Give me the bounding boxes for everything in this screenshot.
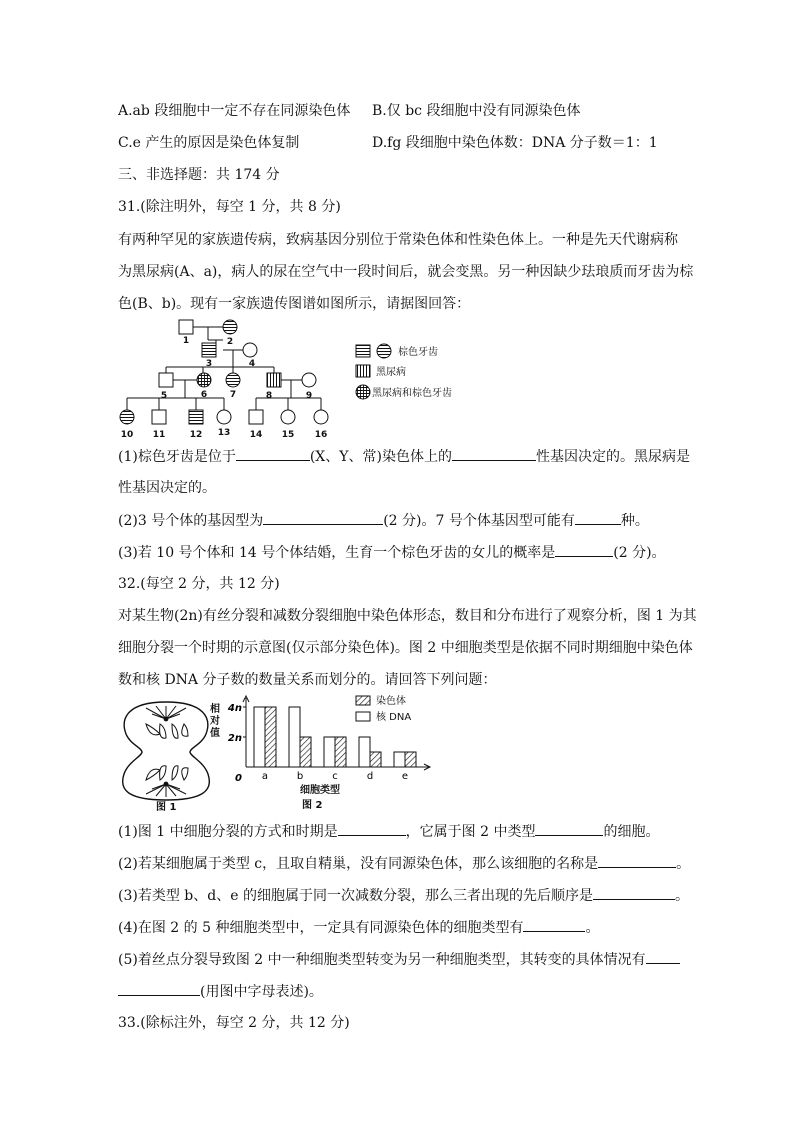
q31-sub2-text-b: (2 分)。7 号个体基因型可能有 [383, 513, 575, 529]
q32-sub1-text-c: 的细胞。 [603, 824, 660, 840]
q32-sub5-text-b: (用图中字母表述)。 [200, 984, 323, 1000]
q31-sub2-text-a: (2)3 号个体的基因型为 [118, 513, 264, 529]
pedigree-label-14: 14 [249, 430, 263, 440]
legend-black-label: 黑尿病 [376, 367, 406, 378]
answer-blank[interactable] [535, 821, 603, 836]
figure-1-caption: 图 1 [156, 802, 177, 812]
q31-sub1-text-c: 性基因决定的。黑尿病是 [535, 449, 690, 465]
answer-blank[interactable] [263, 510, 383, 525]
section-heading: 三、非选择题：共 174 分 [118, 167, 280, 183]
answer-blank[interactable] [598, 853, 676, 868]
pedigree-individual-1 [179, 320, 193, 334]
pedigree-label-11: 11 [152, 430, 166, 440]
x-tick-label-b: b [296, 771, 304, 782]
pedigree-label-6: 6 [200, 390, 208, 400]
q32-sub4 [118, 917, 599, 938]
bar-chromosome-c [335, 737, 346, 767]
pedigree-label-4: 4 [248, 359, 256, 369]
chart-xlabel: 细胞类型 [300, 785, 340, 796]
chart-ylabel-2: 对 [210, 716, 220, 727]
q32-sub3-text-a: (3)若类型 b、d、e 的细胞属于同一次减数分裂，那么三者出现的先后顺序是 [118, 888, 593, 904]
q32-sub4-text-b: 。 [585, 920, 600, 936]
pedigree-individual-15 [281, 410, 295, 424]
legend-brown-label: 棕色牙齿 [398, 347, 438, 358]
bar-chromosome-e [405, 752, 416, 767]
q31-sub3-text-b: (2 分)。 [613, 545, 666, 561]
q31-intro-1: 有两种罕见的家族遗传病，致病基因分别位于常染色体和性染色体上。一种是先天代谢病称 [118, 232, 678, 248]
x-tick-label-c: c [332, 771, 338, 782]
pedigree-individual-12 [189, 410, 203, 424]
legend-both-circle [356, 385, 370, 399]
q32-sub5-text-a: (5)着丝点分裂导致图 2 中一种细胞类型转变为另一种细胞类型，其转变的具体情况有 [118, 952, 646, 968]
pedigree-individual-14 [249, 410, 263, 424]
q31-intro-2: 为黑尿病(A、a)，病人的尿在空气中一段时间后，就会变黑。另一种因缺少珐琅质而牙齿为棕 [118, 264, 694, 280]
q31-sub2 [118, 510, 649, 531]
q32-intro-3: 数和核 DNA 分子数的数量关系而划分的。请回答下列问题： [118, 672, 497, 688]
q32-sub5-cont [118, 981, 323, 1002]
q32-sub1-text-b: ，它属于图 2 中类型 [405, 824, 536, 840]
q33-header: 33.(除标注外，每空 2 分，共 12 分) [118, 1015, 350, 1031]
q31-sub2-text-c: 种。 [620, 513, 649, 529]
answer-blank[interactable] [555, 542, 613, 557]
q32-sub4-text-a: (4)在图 2 的 5 种细胞类型中，一定具有同源染色体的细胞类型有 [118, 920, 524, 936]
answer-blank[interactable] [523, 917, 585, 932]
q32-sub3-text-b: 。 [674, 888, 689, 904]
figure-1-cell [116, 694, 216, 812]
y-tick-label: 4n [227, 703, 242, 714]
q31-intro-3: 色(B、b)。现有一家族遗传图谱如图所示，请据图回答： [118, 296, 471, 312]
legend-chromosome-label: 染色体 [376, 696, 406, 707]
legend-brown-square [356, 345, 370, 357]
q31-sub1-text-b: (X、Y、常)染色体上的 [309, 449, 452, 465]
pedigree-label-13: 13 [217, 428, 231, 438]
legend-black-square [356, 365, 370, 377]
pedigree-individual-13 [217, 410, 231, 424]
option-c: C.e 产生的原因是染色体复制 [118, 135, 300, 151]
q32-sub2-text-b: 。 [676, 856, 691, 872]
q32-intro-1: 对某生物(2n)有丝分裂和减数分裂细胞中染色体形态，数目和分布进行了观察分析，图 1 为其 [118, 608, 697, 624]
bar-chromosome-d [370, 752, 381, 767]
bar-dna-a [254, 707, 265, 767]
q32-sub1 [118, 821, 659, 842]
legend-chromosome-swatch [356, 696, 370, 705]
pedigree-label-1: 1 [182, 336, 190, 346]
answer-blank[interactable] [452, 446, 536, 461]
q31-header: 31.(除注明外，每空 1 分，共 8 分) [118, 199, 341, 215]
chart-ylabel-1: 相 [210, 704, 220, 715]
y-tick-label: 2n [227, 733, 242, 744]
answer-blank[interactable] [575, 510, 621, 525]
bar-dna-b [289, 707, 300, 767]
pedigree-individual-3 [202, 343, 216, 357]
legend-brown-circle [377, 344, 391, 358]
q32-intro-2: 细胞分裂一个时期的示意图(仅示部分染色体)。图 2 中细胞类型是依据不同时期细胞中染色体 [118, 640, 693, 656]
q31-sub1 [118, 446, 690, 467]
pedigree-label-3: 3 [205, 359, 213, 369]
answer-blank[interactable] [118, 981, 200, 996]
answer-blank[interactable] [646, 949, 680, 964]
answer-blank[interactable] [338, 821, 406, 836]
q32-sub5 [118, 949, 680, 970]
pedigree-label-10: 10 [120, 430, 134, 440]
q32-sub3 [118, 885, 689, 906]
pedigree-individual-11 [152, 410, 166, 424]
option-b: B.仅 bc 段细胞中没有同源染色体 [372, 103, 581, 119]
pedigree-label-12: 12 [189, 430, 203, 440]
pedigree-individual-9 [302, 373, 316, 387]
y-tick-label: 0 [235, 773, 242, 784]
bar-dna-e [394, 752, 405, 767]
figure-2-chart [204, 690, 444, 818]
pedigree-individual-16 [314, 410, 328, 424]
x-tick-label-d: d [366, 771, 374, 782]
pedigree-label-2: 2 [226, 337, 234, 347]
pedigree-label-9: 9 [305, 391, 313, 401]
option-d: D.fg 段细胞中染色体数：DNA 分子数＝1：1 [372, 135, 658, 151]
q32-sub1-text-a: (1)图 1 中细胞分裂的方式和时期是 [118, 824, 338, 840]
answer-blank[interactable] [593, 885, 675, 900]
pedigree-label-7: 7 [229, 390, 237, 400]
q31-sub3-text-a: (3)若 10 号个体和 14 号个体结婚，生育一个棕色牙齿的女儿的概率是 [118, 545, 556, 561]
q32-sub2-text-a: (2)若某细胞属于类型 c，且取自精巢，没有同源染色体，那么该细胞的名称是 [118, 856, 599, 872]
chart-ylabel-3: 值 [210, 728, 220, 739]
legend-dna-label: 核 DNA [376, 712, 412, 723]
bar-chromosome-b [300, 737, 311, 767]
pedigree-individual-8 [267, 373, 281, 387]
answer-blank[interactable] [236, 446, 310, 461]
option-a: A.ab 段细胞中一定不存在同源染色体 [118, 103, 351, 119]
pedigree-label-15: 15 [281, 430, 295, 440]
q31-sub1-cont: 性基因决定的。 [118, 480, 216, 496]
pedigree-individual-10 [120, 410, 134, 424]
pedigree-figure [110, 314, 490, 444]
legend-both-label: 黑尿病和棕色牙齿 [372, 388, 452, 399]
bar-dna-d [359, 737, 370, 767]
pedigree-label-8: 8 [265, 391, 273, 401]
bar-dna-c [324, 737, 335, 767]
bar-chromosome-a [265, 707, 276, 767]
q32-header: 32.(每空 2 分，共 12 分) [118, 576, 280, 592]
pedigree-label-5: 5 [160, 391, 168, 401]
pedigree-label-16: 16 [314, 430, 328, 440]
x-tick-label-e: e [401, 771, 409, 782]
pedigree-individual-2 [223, 320, 237, 334]
figure-2-caption: 图 2 [302, 800, 323, 811]
legend-dna-swatch [356, 712, 370, 721]
pedigree-individual-6 [197, 373, 211, 387]
q32-sub2 [118, 853, 690, 874]
pedigree-individual-7 [226, 373, 240, 387]
x-tick-label-a: a [261, 771, 269, 782]
q31-sub3 [118, 542, 666, 563]
pedigree-individual-4 [243, 343, 257, 357]
pedigree-individual-5 [159, 373, 173, 387]
q31-sub1-text-a: (1)棕色牙齿是位于 [118, 449, 236, 465]
